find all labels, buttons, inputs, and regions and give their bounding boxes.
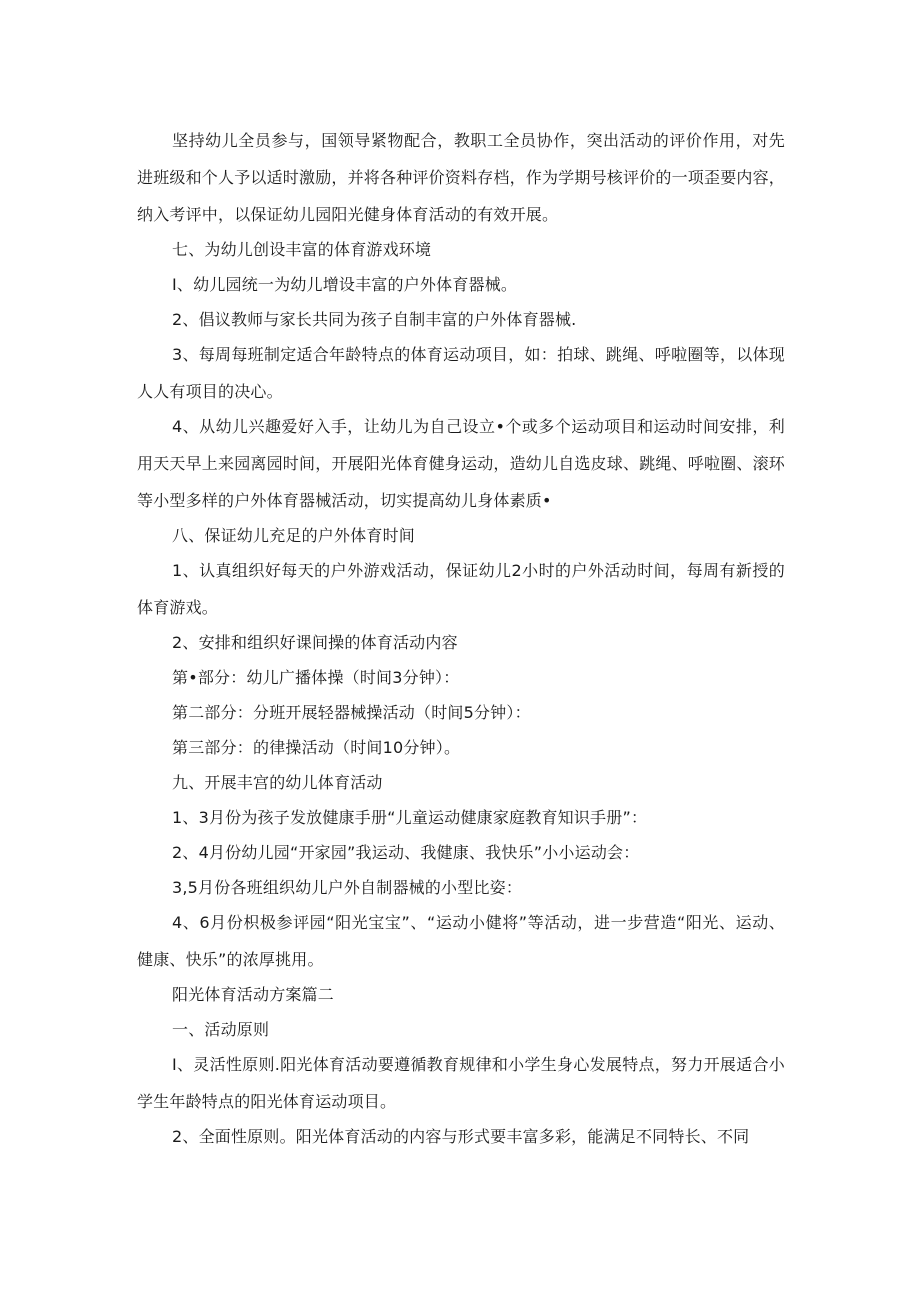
article-title-part-two: 阳光体育活动方案篇二 [172, 985, 335, 1004]
schedule-part-three: 第三部分：的律操活动（时间10分钟）。 [172, 738, 461, 757]
heading-section-seven: 七、为幼儿创设丰富的体育游戏环境 [172, 240, 432, 259]
heading-section-eight: 八、保证幼儿充足的户外体育时间 [172, 526, 416, 545]
heading-section-nine: 九、开展丰宫的幼儿体育活动 [172, 773, 383, 792]
list-item: 4、6月份枳极参评园“阳光宝宝”、“运动小健将”等活动，进一步营造“阳光、运动、健康、快乐”的浓厚挑用。 [137, 913, 785, 969]
list-item: 3、每周每班制定适合年龄特点的体育运动项目，如：拍球、跳绳、呼啦圈等，以体现人人有项目的决心。 [137, 345, 785, 401]
list-item: 3,5月份各班组织幼儿户外自制器械的小型比姿： [172, 878, 523, 897]
list-item: 2、倡议教师与家长共同为孩子自制丰富的户外体育器械. [172, 310, 577, 329]
schedule-part-one: 第•部分：幼儿广播体操（时间3分钟）： [172, 668, 460, 687]
list-item: 4、从幼儿兴趣爱好入手，让幼儿为自己设立•个或多个运动项目和运动时间安排，利用天天早上来园离园时间，开展阳光体育健身运动，造幼儿自选皮球、跳绳、呼啦圈、滚环等小型多样的户外体育器械活动，切实提高幼儿身体素质• [137, 417, 786, 510]
list-item: I、幼儿园统一为幼儿增设丰富的户外体育器械。 [172, 275, 518, 294]
list-item: I、灵活性原则.阳光体育活动要遵循教育规律和小学生身心发展特点，努力开展适合小学生年龄特点的阳光体育运动项目。 [137, 1055, 785, 1111]
schedule-part-two: 第二部分：分班开展轻器械操活动（时间5分钟）： [172, 703, 531, 722]
list-item: 1、3月份为孩子发放健康手册“儿童运动健康家庭教育知识手册”： [172, 808, 648, 827]
list-item: 1、认真组织好每天的户外游戏活动，保证幼儿2小时的户外活动时间，每周有新授的体育游戏。 [137, 561, 785, 617]
document-body [137, 122, 785, 1155]
paragraph-evaluation: 坚持幼儿全员参与，国领导紧物配合，教职工全员协作，突出活动的评价作用，对先进班级和个人予以适时激励，并将各种评价资料存档，作为学期号核评价的一项歪要内容，纳入考评中，以保证幼儿园阳光健身体育活动的有效开展。 [137, 131, 786, 224]
list-item: 2、全面性原则。阳光体育活动的内容与形式要丰富多彩，能满足不同特长、不同 [172, 1127, 750, 1146]
heading-activity-principles: 一、活动原则 [172, 1020, 270, 1039]
list-item: 2、4月份幼儿园“开家园”我运动、我健康、我快乐”小小运动会： [172, 843, 640, 862]
list-item: 2、安排和组织好课间操的体育活动内容 [172, 633, 458, 652]
